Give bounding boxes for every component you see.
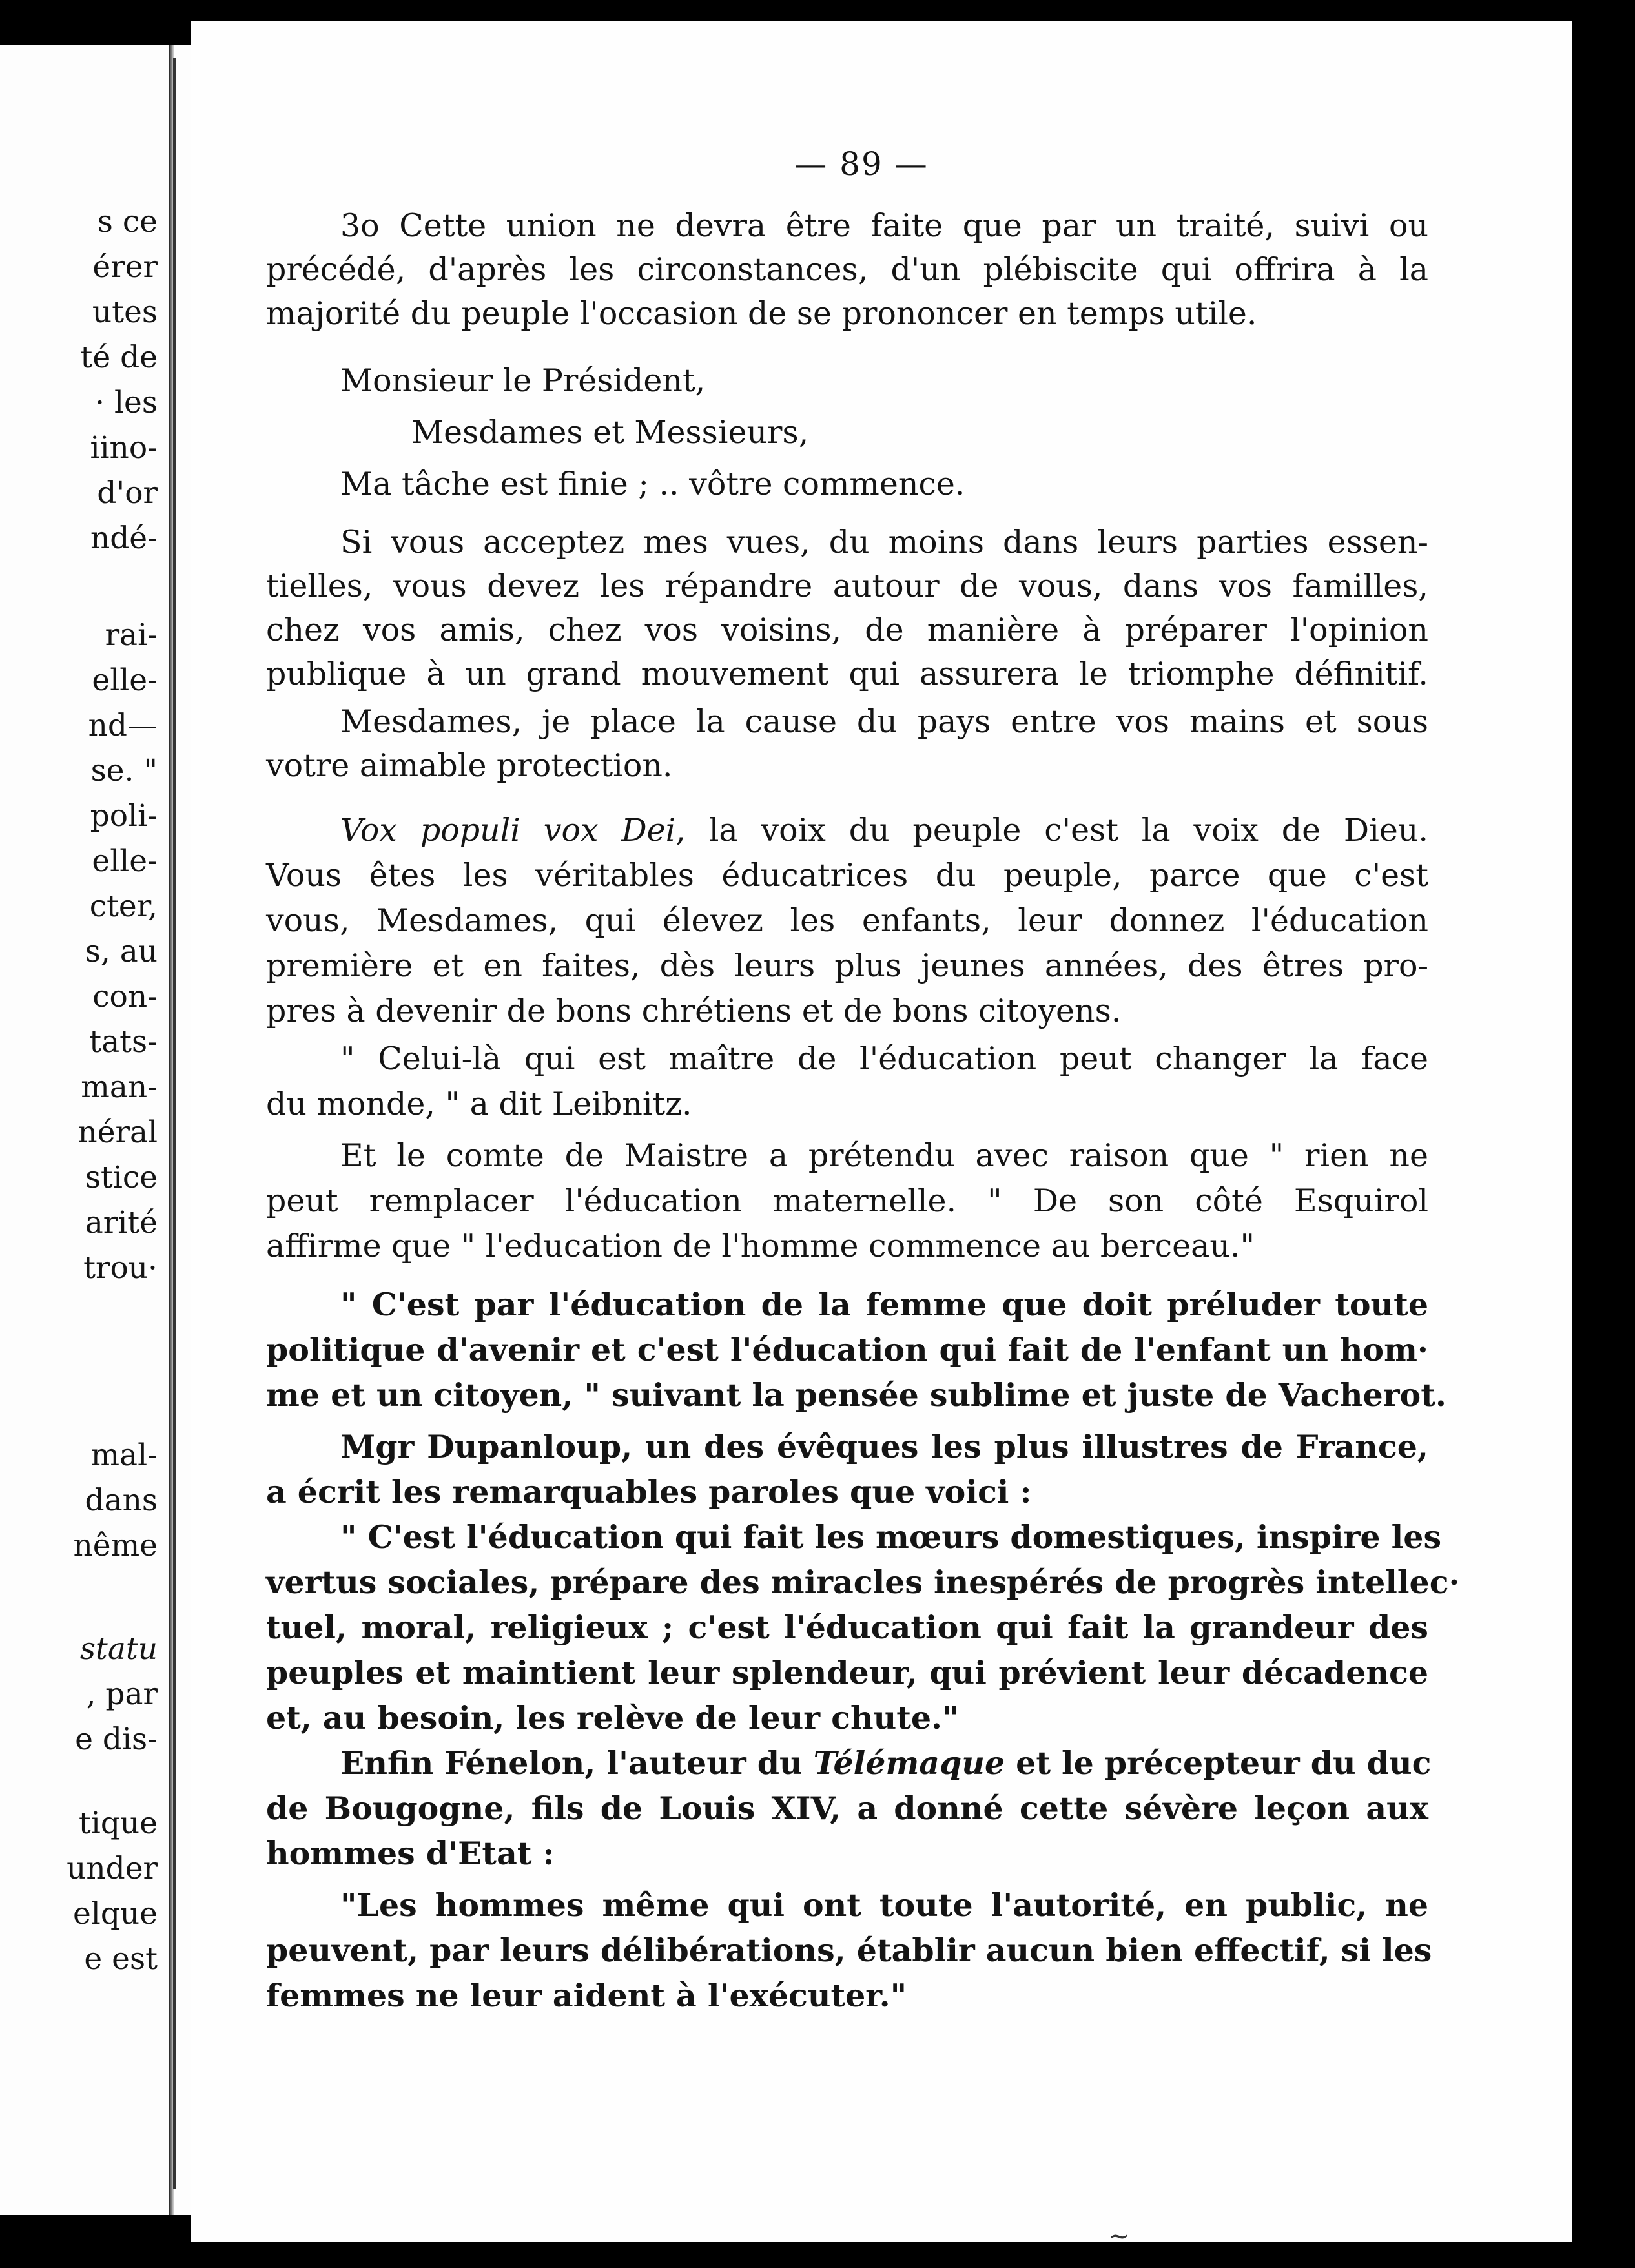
text-line: vous, Mesdames, qui élevez les enfants, leur donnez l'éducation xyxy=(266,902,1428,939)
text-fragment: Vox populi vox Dei xyxy=(340,812,676,849)
left-page-line: dans xyxy=(85,1483,158,1518)
text-line: politique d'avenir et c'est l'éducation qui fait de l'enfant un hom· xyxy=(266,1331,1428,1368)
text-line: Mesdames, je place la cause du pays entre vos mains et sous xyxy=(340,703,1428,740)
text-line: me et un citoyen, " suivant la pensée sublime et juste de Vacherot. xyxy=(266,1376,1446,1414)
text-line: majorité du peuple l'occasion de se prononcer en temps utile. xyxy=(266,295,1257,332)
spine-line xyxy=(173,58,176,2189)
left-page-line: nd— xyxy=(88,708,158,743)
left-page-line: arité xyxy=(85,1205,158,1241)
text-line: Et le comte de Maistre a prétendu avec raison que " rien ne xyxy=(340,1137,1428,1174)
text-line: " C'est par l'éducation de la femme que doit préluder toute xyxy=(340,1286,1428,1323)
left-page-line: elle- xyxy=(92,663,158,698)
left-page-line: d'or xyxy=(97,475,158,511)
text-line: Mgr Dupanloup, un des évêques les plus illustres de France, xyxy=(340,1428,1428,1465)
left-page-line: rai- xyxy=(105,617,158,653)
left-page-line: nême xyxy=(73,1528,158,1563)
left-page-line: se. " xyxy=(90,753,158,789)
text-line: précédé, d'après les circonstances, d'un plébiscite qui offrira à la xyxy=(266,251,1428,288)
text-line: 3o Cette union ne devra être faite que par un traité, suivi ou xyxy=(340,207,1428,244)
left-page-line: e dis- xyxy=(75,1722,158,1757)
left-page-line: elle- xyxy=(92,843,158,879)
left-page-line: érer xyxy=(92,249,158,285)
text-line: a écrit les remarquables paroles que voici : xyxy=(266,1473,1032,1510)
text-line: tielles, vous devez les répandre autour de vous, dans vos familles, xyxy=(266,568,1428,604)
text-fragment: , la voix du peuple c'est la voix de Dieu. xyxy=(675,812,1428,849)
text-line: chez vos amis, chez vos voisins, de manière à préparer l'opinion xyxy=(266,612,1428,648)
text-line: Si vous acceptez mes vues, du moins dans leurs parties essen- xyxy=(340,524,1428,561)
text-line: Ma tâche est finie ; .. vôtre commence. xyxy=(340,466,965,502)
text-line: du monde, " a dit Leibnitz. xyxy=(266,1086,692,1122)
text-line: Vous êtes les véritables éducatrices du peuple, parce que c'est xyxy=(266,857,1428,894)
main-page xyxy=(191,21,1572,2251)
left-page-line: trou· xyxy=(83,1250,158,1286)
left-page-line: statu xyxy=(79,1631,158,1667)
text-line: peuvent, par leurs délibérations, établir aucun bien effectif, si les xyxy=(266,1932,1432,1969)
text-line: votre aimable protection. xyxy=(266,747,673,784)
left-page-fragment xyxy=(0,45,169,2215)
left-page-line: cter, xyxy=(89,889,158,924)
left-page-line: , par xyxy=(86,1676,158,1712)
left-page-line: stice xyxy=(85,1160,158,1195)
text-line: "Les hommes même qui ont toute l'autorité, en public, ne xyxy=(340,1886,1428,1924)
text-line: pres à devenir de bons chrétiens et de bons citoyens. xyxy=(266,993,1122,1029)
text-line: de Bougogne, fils de Louis XIV, a donné cette sévère leçon aux xyxy=(266,1789,1428,1827)
left-page-line: elque xyxy=(72,1896,158,1932)
left-page-line: e est xyxy=(84,1941,158,1977)
left-page-line: utes xyxy=(92,294,158,330)
text-line: affirme que " l'education de l'homme commence au berceau." xyxy=(266,1228,1255,1264)
left-page-line: poli- xyxy=(90,798,158,834)
scan-mark: ~ xyxy=(1108,2222,1130,2251)
left-page-line: ndé- xyxy=(90,521,158,556)
text-line: peuples et maintient leur splendeur, qui prévient leur décadence xyxy=(266,1654,1428,1691)
left-page-line: tique xyxy=(78,1806,158,1841)
text-line: tuel, moral, religieux ; c'est l'éducation qui fait la grandeur des xyxy=(266,1609,1428,1646)
text-line: femmes ne leur aident à l'exécuter." xyxy=(266,1977,907,2014)
left-page-line: · les xyxy=(95,385,158,420)
left-page-line: con- xyxy=(92,979,158,1015)
left-page-line: s, au xyxy=(85,934,158,969)
book-spine xyxy=(169,45,191,2215)
text-line: " C'est l'éducation qui fait les mœurs domestiques, inspire les xyxy=(340,1518,1442,1556)
left-page-line: under xyxy=(67,1851,158,1886)
text-line: " Celui-là qui est maître de l'éducation peut changer la face xyxy=(340,1040,1428,1077)
text-line: hommes d'Etat : xyxy=(266,1835,555,1872)
left-page-line: iino- xyxy=(90,430,158,466)
text-line: publique à un grand mouvement qui assurera le triomphe définitif. xyxy=(266,655,1428,692)
text-fragment: Enfin Fénelon, l'auteur du xyxy=(340,1744,814,1782)
left-page-line: néral xyxy=(77,1115,158,1150)
text-line: première et en faites, dès leurs plus jeunes années, des êtres pro- xyxy=(266,947,1428,984)
left-page-line: mal- xyxy=(90,1438,158,1473)
text-line: Mesdames et Messieurs, xyxy=(411,414,809,451)
text-line: peut remplacer l'éducation maternelle. " De son côté Esquirol xyxy=(266,1182,1428,1219)
text-fragment: Télémaque xyxy=(813,1744,1005,1782)
text-line: Monsieur le Président, xyxy=(340,362,706,399)
text-line xyxy=(340,811,1428,850)
text-fragment: et le précepteur du duc xyxy=(1005,1744,1432,1782)
page-number: — 89 — xyxy=(794,145,929,183)
left-page-line: té de xyxy=(80,340,158,375)
text-line xyxy=(340,1744,1432,1782)
left-page-line: s ce xyxy=(97,204,158,240)
left-page-line: man- xyxy=(81,1069,158,1105)
left-page-line: tats- xyxy=(89,1024,158,1060)
text-line: vertus sociales, prépare des miracles inespérés de progrès intellec· xyxy=(266,1563,1460,1601)
text-line: et, au besoin, les relève de leur chute." xyxy=(266,1699,959,1737)
